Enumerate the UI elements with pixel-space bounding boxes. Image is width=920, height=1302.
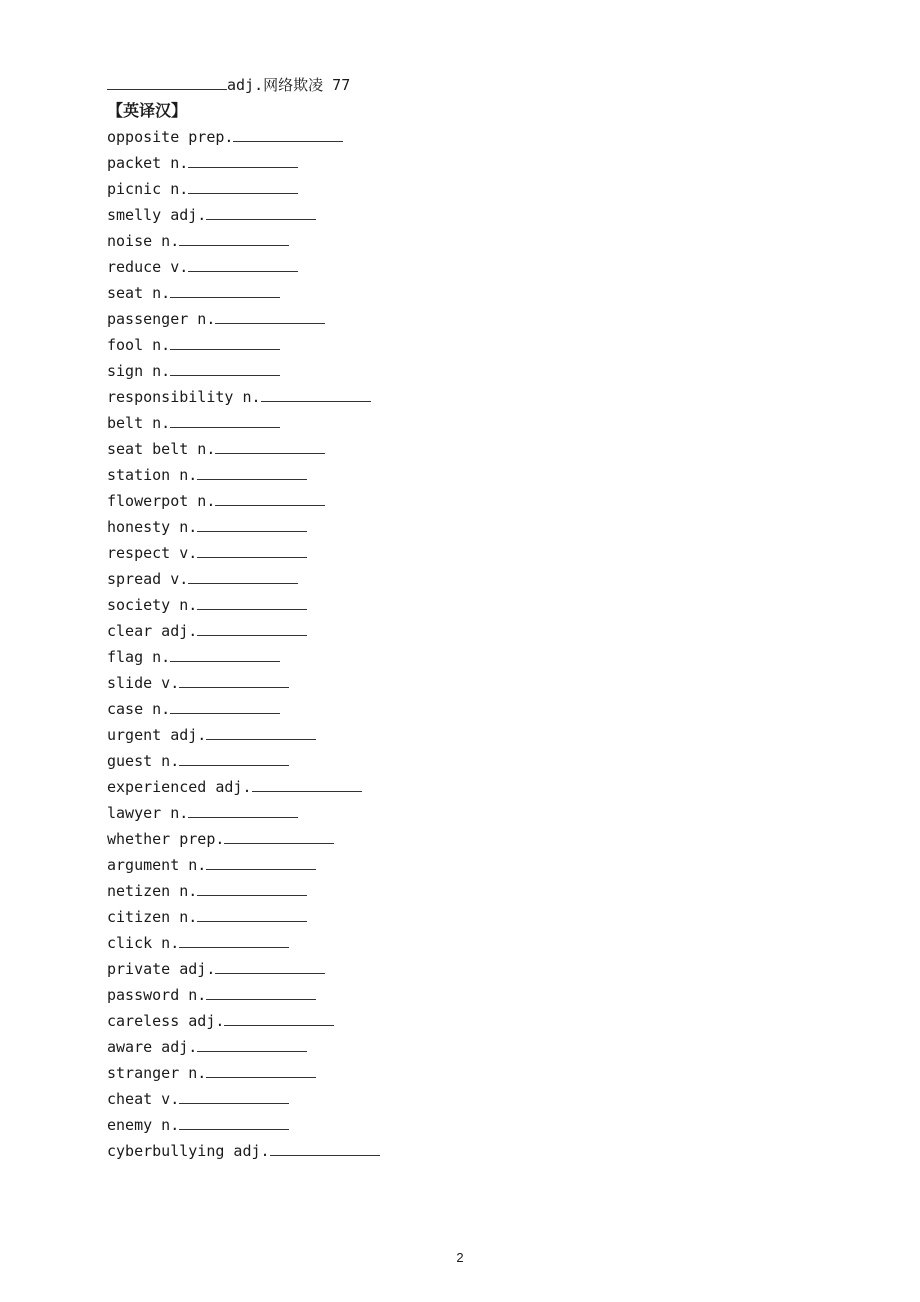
vocab-word: lawyer n. [107,804,189,822]
vocab-item [107,722,807,748]
answer-blank[interactable] [170,410,280,428]
answer-blank[interactable] [179,1086,289,1104]
answer-blank[interactable] [206,982,316,1000]
vocab-word: noise n. [107,232,180,250]
vocab-item [107,930,807,956]
vocab-item [107,306,807,332]
answer-blank[interactable] [215,306,325,324]
vocab-word: urgent adj. [107,726,207,744]
vocab-item [107,774,807,800]
answer-blank[interactable] [197,1034,307,1052]
answer-blank[interactable] [197,592,307,610]
answer-blank[interactable] [197,618,307,636]
vocab-item [107,176,807,202]
answer-blank[interactable] [206,1060,316,1078]
vocab-word: smelly adj. [107,206,207,224]
vocab-word: sign n. [107,362,171,380]
answer-blank[interactable] [206,852,316,870]
vocab-word: picnic n. [107,180,189,198]
top-vocab-line [107,72,807,98]
vocab-item [107,228,807,254]
vocab-word: flowerpot n. [107,492,216,510]
vocab-item [107,1034,807,1060]
answer-blank[interactable] [215,956,325,974]
vocab-item [107,358,807,384]
vocab-word: private adj. [107,960,216,978]
vocab-word: citizen n. [107,908,198,926]
vocab-item [107,878,807,904]
vocab-item [107,280,807,306]
vocab-item [107,592,807,618]
answer-blank[interactable] [188,150,298,168]
vocab-item [107,124,807,150]
answer-blank[interactable] [197,540,307,558]
answer-blank[interactable] [261,384,371,402]
vocab-word: click n. [107,934,180,952]
answer-blank[interactable] [179,930,289,948]
answer-blank[interactable] [170,358,280,376]
vocab-item [107,618,807,644]
vocab-word: netizen n. [107,882,198,900]
vocab-item [107,202,807,228]
vocab-word: argument n. [107,856,207,874]
answer-blank[interactable] [233,124,343,142]
vocab-word: case n. [107,700,171,718]
answer-blank[interactable] [206,202,316,220]
answer-blank[interactable] [188,176,298,194]
vocab-word: aware adj. [107,1038,198,1056]
vocab-word: careless adj. [107,1012,225,1030]
vocab-word: guest n. [107,752,180,770]
vocab-item [107,1112,807,1138]
answer-blank[interactable] [206,722,316,740]
vocab-word: passenger n. [107,310,216,328]
vocab-word: cyberbullying adj. [107,1142,270,1160]
top-number: 77 [332,76,351,94]
vocab-item [107,540,807,566]
answer-blank[interactable] [170,332,280,350]
vocab-item [107,1138,807,1164]
section-title: 【英译汉】 [107,101,188,120]
vocab-item [107,488,807,514]
vocab-item [107,644,807,670]
vocab-item [107,982,807,1008]
vocab-item [107,1008,807,1034]
vocab-word: flag n. [107,648,171,666]
answer-blank[interactable] [197,878,307,896]
vocab-word: respect v. [107,544,198,562]
vocab-word: opposite prep. [107,128,234,146]
vocab-word: password n. [107,986,207,1004]
vocab-word: spread v. [107,570,189,588]
answer-blank[interactable] [188,566,298,584]
vocab-item [107,254,807,280]
vocab-item [107,150,807,176]
answer-blank[interactable] [107,72,227,90]
worksheet-body [107,72,807,1164]
vocab-item [107,462,807,488]
vocab-item [107,1060,807,1086]
vocab-item [107,748,807,774]
vocab-item [107,436,807,462]
vocab-item [107,904,807,930]
vocab-item [107,566,807,592]
vocab-word: fool n. [107,336,171,354]
vocab-word: enemy n. [107,1116,180,1134]
vocab-word: clear adj. [107,622,198,640]
answer-blank[interactable] [179,748,289,766]
answer-blank[interactable] [170,696,280,714]
vocab-item [107,852,807,878]
answer-blank[interactable] [224,1008,334,1026]
vocab-word: responsibility n. [107,388,261,406]
vocab-word: reduce v. [107,258,189,276]
vocab-item [107,696,807,722]
vocab-word: belt n. [107,414,171,432]
answer-blank[interactable] [179,228,289,246]
vocab-item [107,514,807,540]
top-pos: adj. [227,76,264,94]
vocab-list [107,124,807,1164]
vocab-item [107,410,807,436]
answer-blank[interactable] [215,488,325,506]
vocab-word: whether prep. [107,830,225,848]
vocab-word: stranger n. [107,1064,207,1082]
vocab-word: station n. [107,466,198,484]
answer-blank[interactable] [188,254,298,272]
answer-blank[interactable] [252,774,362,792]
answer-blank[interactable] [215,436,325,454]
vocab-item [107,1086,807,1112]
vocab-item [107,800,807,826]
answer-blank[interactable] [197,904,307,922]
vocab-item [107,826,807,852]
vocab-item [107,956,807,982]
answer-blank[interactable] [224,826,334,844]
answer-blank[interactable] [179,670,289,688]
answer-blank[interactable] [188,800,298,818]
answer-blank[interactable] [179,1112,289,1130]
vocab-word: society n. [107,596,198,614]
page-number: 2 [456,1250,464,1265]
answer-blank[interactable] [270,1138,380,1156]
vocab-word: experienced adj. [107,778,252,796]
vocab-word: seat n. [107,284,171,302]
vocab-item [107,332,807,358]
vocab-word: cheat v. [107,1090,180,1108]
vocab-item [107,670,807,696]
vocab-item [107,384,807,410]
vocab-word: honesty n. [107,518,198,536]
answer-blank[interactable] [170,280,280,298]
vocab-word: seat belt n. [107,440,216,458]
vocab-word: slide v. [107,674,180,692]
answer-blank[interactable] [197,462,307,480]
answer-blank[interactable] [197,514,307,532]
vocab-word: packet n. [107,154,189,172]
top-meaning: 网络欺凌 [263,76,324,94]
answer-blank[interactable] [170,644,280,662]
